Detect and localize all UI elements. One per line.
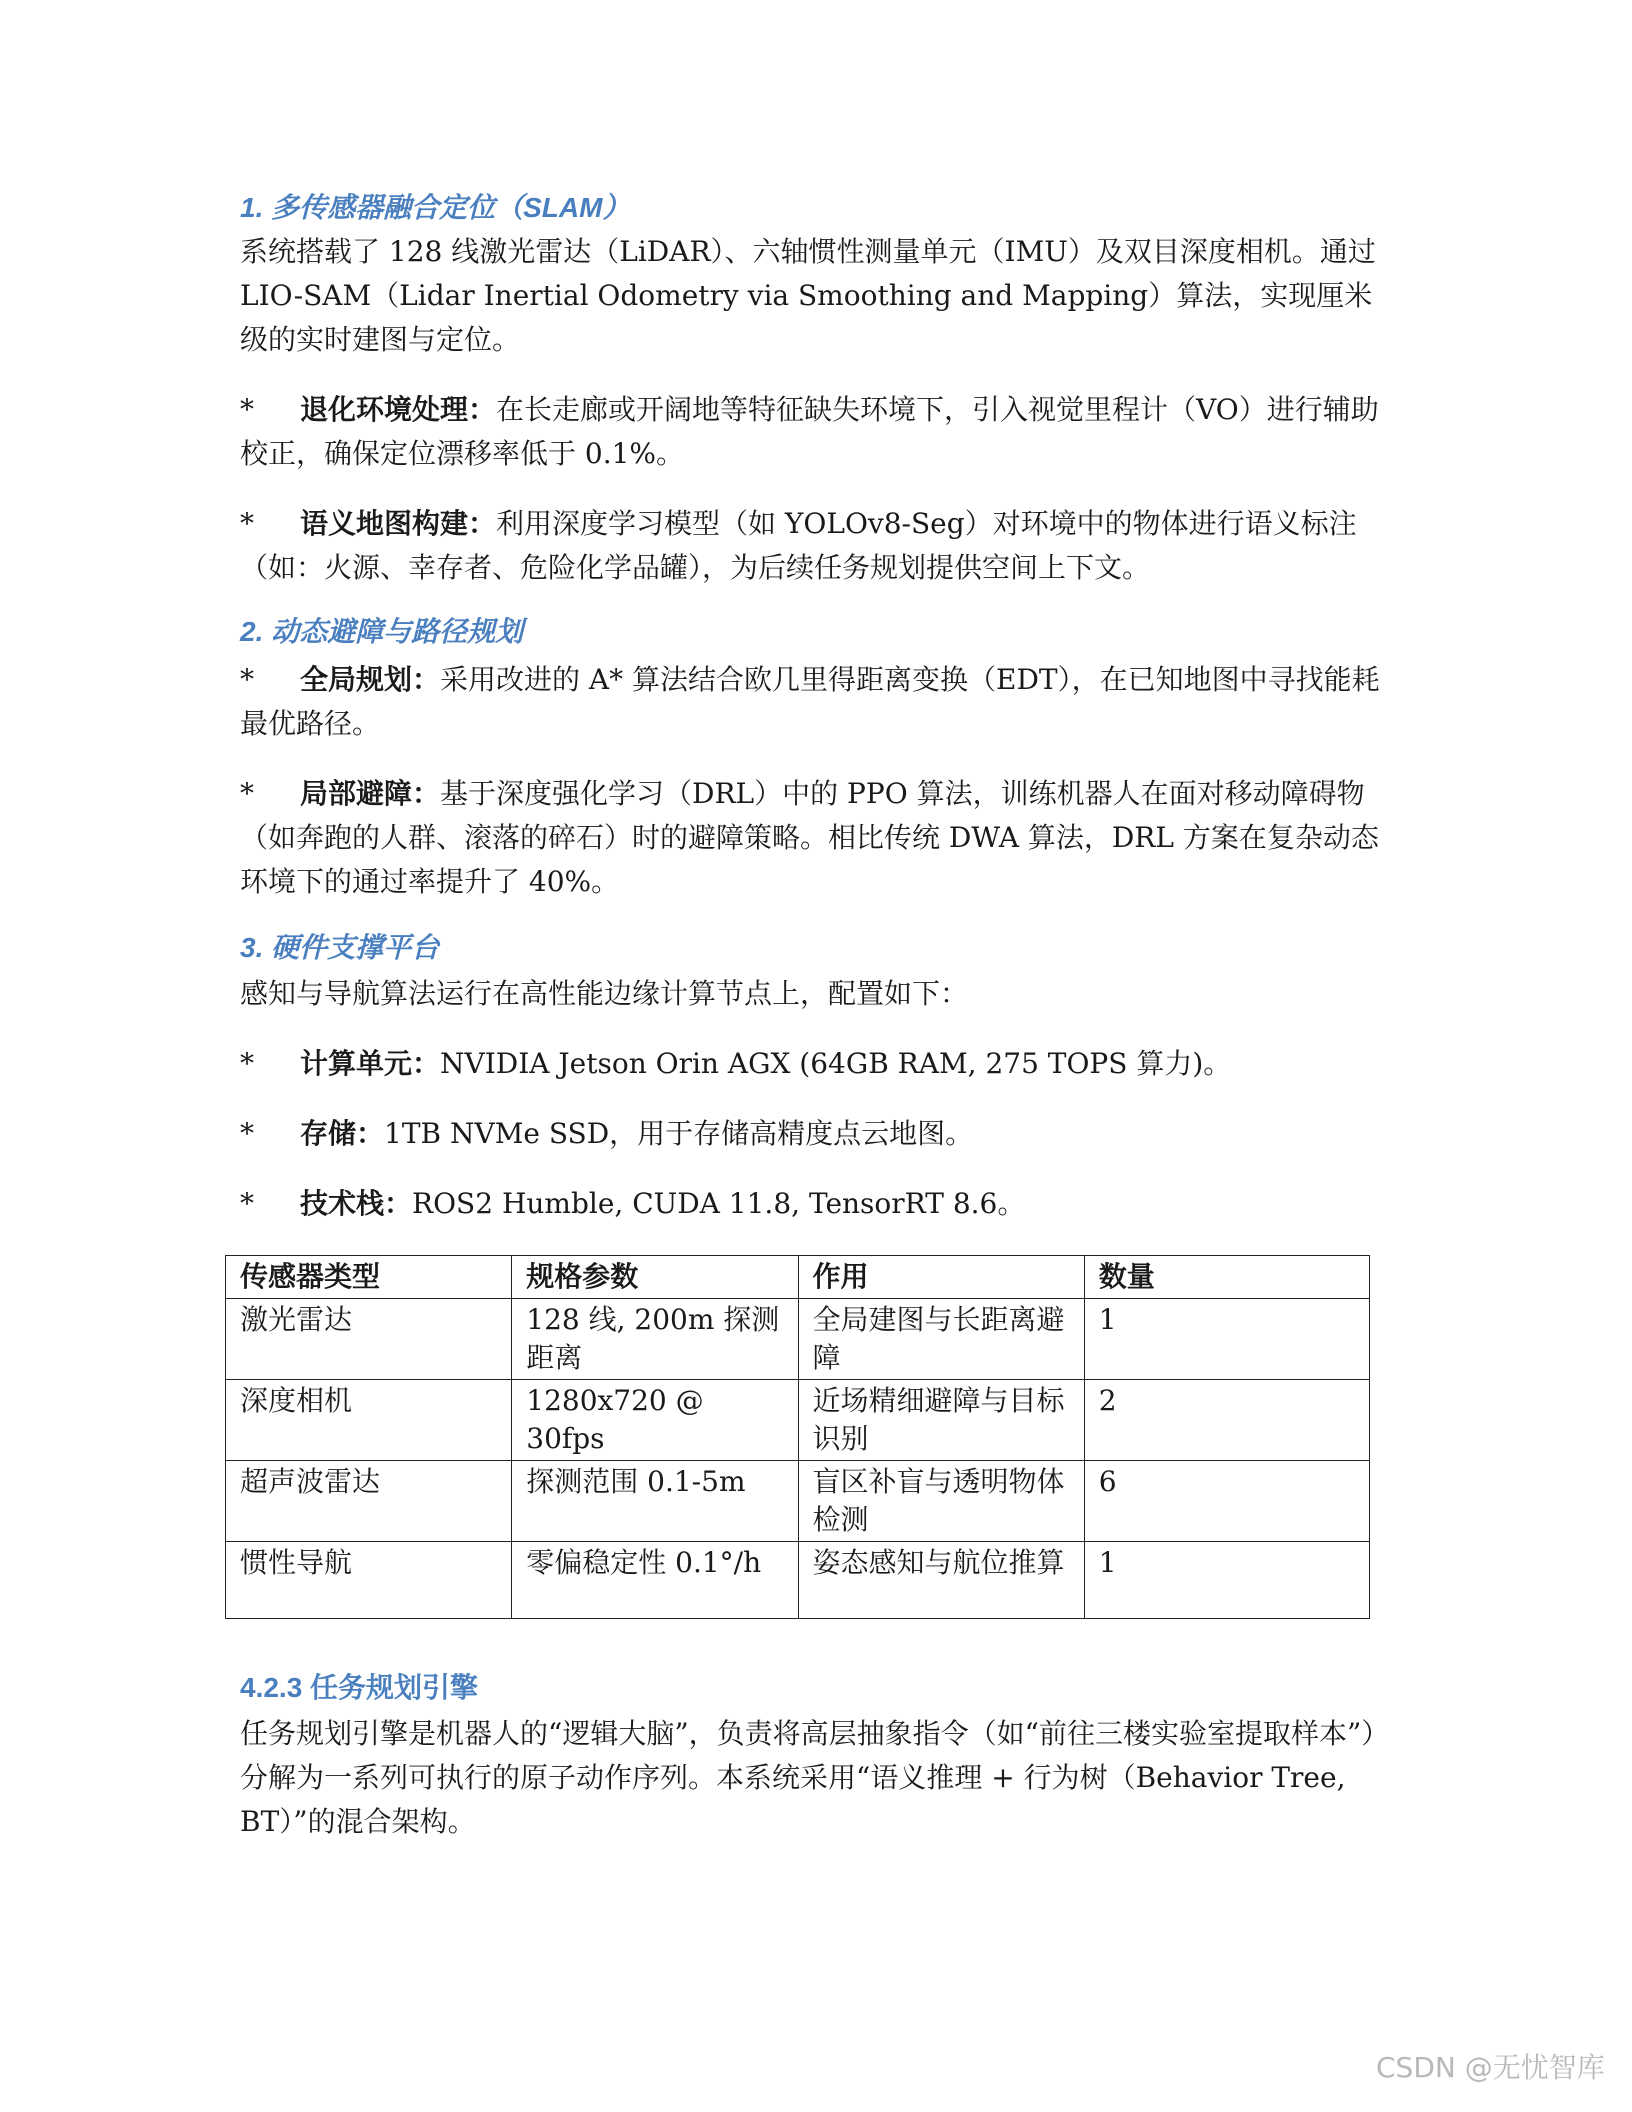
bullet-local-avoidance bbox=[240, 772, 1380, 904]
bullet-label: 局部避障： bbox=[300, 777, 441, 810]
table-cell: 1 bbox=[1084, 1542, 1369, 1619]
bullet-label: 存储： bbox=[300, 1117, 385, 1150]
bullet-text: NVIDIA Jetson Orin AGX (64GB RAM, 275 TOPS 算力)。 bbox=[440, 1047, 1232, 1080]
table-cell: 激光雷达 bbox=[226, 1299, 512, 1380]
watermark: CSDN @无忧智库 bbox=[1376, 2051, 1605, 2084]
bullet-label: 语义地图构建： bbox=[300, 507, 497, 540]
bullet-compute-unit bbox=[240, 1042, 1380, 1086]
section3-heading: 3. 硬件支撑平台 bbox=[240, 932, 440, 963]
table-cell: 近场精细避障与目标识别 bbox=[798, 1380, 1084, 1461]
bullet-label: 计算单元： bbox=[300, 1047, 441, 1080]
bullet-label: 技术栈： bbox=[300, 1187, 413, 1220]
table-row bbox=[226, 1380, 1370, 1461]
section2-heading: 2. 动态避障与路径规划 bbox=[240, 616, 524, 647]
sensor-table bbox=[225, 1255, 1370, 1619]
section1-heading: 1. 多传感器融合定位（SLAM） bbox=[240, 192, 631, 223]
bullet-marker: * bbox=[240, 663, 254, 696]
table-cell: 1280x720 @ 30fps bbox=[512, 1380, 798, 1461]
section1-intro: 系统搭载了 128 线激光雷达（LiDAR）、六轴惯性测量单元（IMU）及双目深度相机。通过 LIO-SAM（Lidar Inertial Odometry via Smoothing and Mapping）算法，实现厘米级的实时建图与定位。 bbox=[240, 235, 1376, 356]
bullet-storage bbox=[240, 1112, 1380, 1156]
table-cell: 零偏稳定性 0.1°/h bbox=[512, 1542, 798, 1619]
bullet-marker: * bbox=[240, 1187, 254, 1220]
table-header-cell: 传感器类型 bbox=[226, 1256, 512, 1299]
table-cell: 超声波雷达 bbox=[226, 1461, 512, 1542]
bullet-text: ROS2 Humble, CUDA 11.8, TensorRT 8.6。 bbox=[412, 1187, 1026, 1220]
table-cell: 128 线, 200m 探测距离 bbox=[512, 1299, 798, 1380]
table-cell: 盲区补盲与透明物体检测 bbox=[798, 1461, 1084, 1542]
bullet-text: 1TB NVMe SSD，用于存储高精度点云地图。 bbox=[384, 1117, 974, 1150]
table-cell: 1 bbox=[1084, 1299, 1369, 1380]
section4-intro: 任务规划引擎是机器人的“逻辑大脑”，负责将高层抽象指令（如“前往三楼实验室提取样本”）分解为一系列可执行的原子动作序列。本系统采用“语义推理 + 行为树（Behavior Tree, BT）”的混合架构。 bbox=[240, 1717, 1376, 1838]
bullet-marker: * bbox=[240, 393, 254, 426]
table-row bbox=[226, 1461, 1370, 1542]
bullet-tech-stack bbox=[240, 1182, 1380, 1226]
table-cell: 姿态感知与航位推算 bbox=[798, 1542, 1084, 1619]
bullet-semantic-map bbox=[240, 502, 1380, 590]
bullet-marker: * bbox=[240, 777, 254, 810]
table-cell: 惯性导航 bbox=[226, 1542, 512, 1619]
bullet-text: 在长走廊或开阔地等特征缺失环境下，引入视觉里程计（VO）进行辅助校正，确保定位漂移率低于 0.1%。 bbox=[240, 393, 1379, 470]
bullet-marker: * bbox=[240, 1117, 254, 1150]
table-header-cell: 数量 bbox=[1084, 1256, 1369, 1299]
table-row bbox=[226, 1542, 1370, 1619]
bullet-marker: * bbox=[240, 507, 254, 540]
table-cell: 深度相机 bbox=[226, 1380, 512, 1461]
table-header-cell: 作用 bbox=[798, 1256, 1084, 1299]
bullet-label: 退化环境处理： bbox=[300, 393, 497, 426]
table-row bbox=[226, 1299, 1370, 1380]
bullet-text: 基于深度强化学习（DRL）中的 PPO 算法，训练机器人在面对移动障碍物（如奔跑的人群、滚落的碎石）时的避障策略。相比传统 DWA 算法，DRL 方案在复杂动态环境下的通过率提升了 40%。 bbox=[240, 777, 1379, 898]
table-cell: 全局建图与长距离避障 bbox=[798, 1299, 1084, 1380]
table-cell: 6 bbox=[1084, 1461, 1369, 1542]
section3-intro: 感知与导航算法运行在高性能边缘计算节点上，配置如下： bbox=[240, 977, 969, 1010]
table-header-row bbox=[226, 1256, 1370, 1299]
bullet-text: 采用改进的 A* 算法结合欧几里得距离变换（EDT），在已知地图中寻找能耗最优路径。 bbox=[240, 663, 1380, 740]
table-cell: 2 bbox=[1084, 1380, 1369, 1461]
bullet-degraded-env bbox=[240, 388, 1380, 476]
bullet-text: 利用深度学习模型（如 YOLOv8-Seg）对环境中的物体进行语义标注（如：火源、幸存者、危险化学品罐），为后续任务规划提供空间上下文。 bbox=[240, 507, 1357, 584]
table-cell: 探测范围 0.1-5m bbox=[512, 1461, 798, 1542]
table-header-cell: 规格参数 bbox=[512, 1256, 798, 1299]
bullet-label: 全局规划： bbox=[300, 663, 441, 696]
bullet-marker: * bbox=[240, 1047, 254, 1080]
bullet-global-planning bbox=[240, 658, 1380, 746]
section4-heading: 4.2.3 任务规划引擎 bbox=[240, 1672, 479, 1703]
